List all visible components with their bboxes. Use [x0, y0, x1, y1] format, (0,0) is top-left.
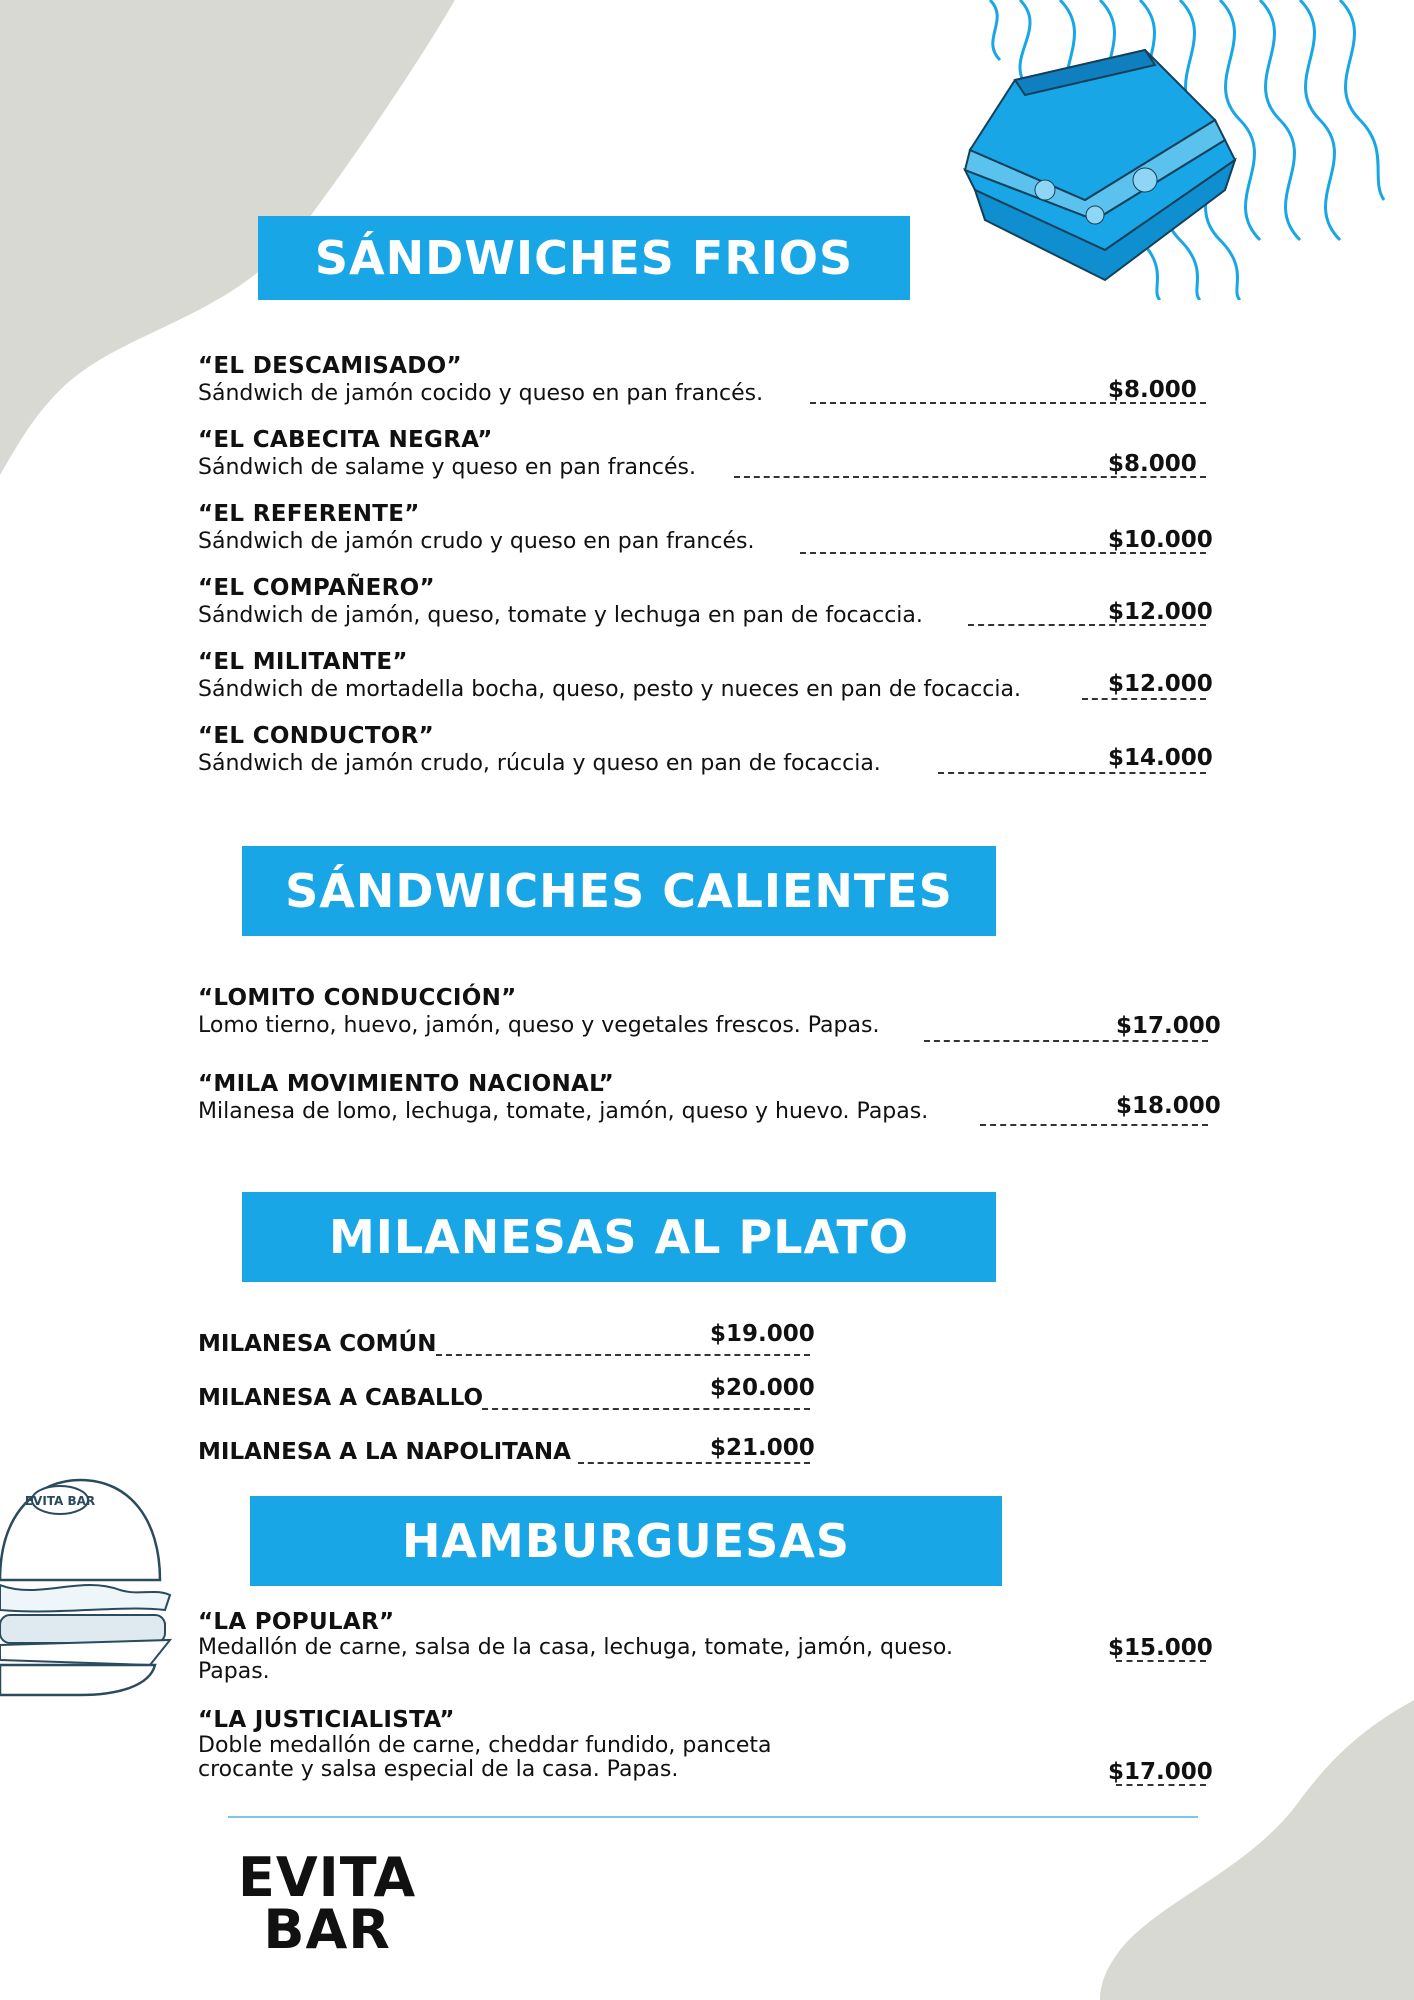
item-price: $19.000: [710, 1321, 815, 1347]
section-title: SÁNDWICHES FRIOS: [314, 231, 854, 285]
item-description: Medallón de carne, salsa de la casa, lechuga, tomate, jamón, queso. Papas.: [198, 1635, 953, 1684]
item-description: Sándwich de jamón crudo y queso en pan francés.: [198, 529, 755, 554]
section-title: MILANESAS AL PLATO: [328, 1210, 910, 1264]
menu-item: [198, 1706, 918, 1782]
item-description: Sándwich de jamón cocido y queso en pan francés.: [198, 381, 764, 406]
menu-item: [198, 1608, 1028, 1684]
item-price: $12.000: [1108, 599, 1213, 625]
menu-item: [198, 574, 923, 630]
item-description: Doble medallón de carne, cheddar fundido, panceta crocante y salsa especial de la casa. Papas.: [198, 1733, 772, 1782]
menu-item: [198, 500, 754, 556]
price-leader: [482, 1408, 810, 1410]
item-description: Lomo tierno, huevo, jamón, queso y vegetales frescos. Papas.: [198, 1013, 880, 1038]
item-name: “EL REFERENTE”: [198, 501, 420, 527]
item-description: Sándwich de jamón crudo, rúcula y queso en pan de focaccia.: [198, 751, 881, 776]
price-leader: [436, 1354, 810, 1356]
item-name: “EL COMPAÑERO”: [198, 575, 435, 601]
item-price: $15.000: [1108, 1635, 1213, 1661]
item-description: Sándwich de jamón, queso, tomate y lechuga en pan de focaccia.: [198, 603, 923, 628]
item-price: $8.000: [1108, 451, 1197, 477]
item-description: Sándwich de salame y queso en pan francés.: [198, 455, 697, 480]
section-banner-sandwiches-calientes: [242, 846, 996, 936]
item-name: “MILA MOVIMIENTO NACIONAL”: [198, 1071, 615, 1097]
price-leader: [578, 1462, 810, 1464]
item-name: “EL CONDUCTOR”: [198, 723, 435, 749]
item-name: “LA POPULAR”: [198, 1609, 395, 1635]
section-title: HAMBURGUESAS: [401, 1514, 851, 1568]
item-name: “EL CABECITA NEGRA”: [198, 427, 493, 453]
item-price: $17.000: [1116, 1013, 1221, 1039]
logo-line-1: EVITA: [238, 1846, 417, 1909]
item-name: “EL DESCAMISADO”: [198, 353, 462, 379]
section-banner-milanesas: [242, 1192, 996, 1282]
item-price: $20.000: [710, 1375, 815, 1401]
item-price: $8.000: [1108, 377, 1197, 403]
burger-illustration-icon: [0, 1470, 180, 1700]
item-name: “EL MILITANTE”: [198, 649, 408, 675]
menu-item: [198, 352, 763, 408]
menu-item: [198, 984, 879, 1040]
price-leader: [924, 1040, 1208, 1042]
item-name: “LOMITO CONDUCCIÓN”: [198, 985, 517, 1011]
menu-item: [198, 722, 881, 778]
price-leader: [980, 1124, 1208, 1126]
item-price: $18.000: [1116, 1093, 1221, 1119]
item-price: $14.000: [1108, 745, 1213, 771]
footer-divider: [228, 1816, 1198, 1818]
section-title: SÁNDWICHES CALIENTES: [285, 864, 953, 918]
menu-item: MILANESA COMÚN: [198, 1331, 437, 1357]
burger-stamp-text: EVITA BAR: [24, 1494, 96, 1508]
item-description: Milanesa de lomo, lechuga, tomate, jamón, queso y huevo. Papas.: [198, 1099, 929, 1124]
price-leader: [938, 772, 1206, 774]
item-description: Sándwich de mortadella bocha, queso, pesto y nueces en pan de focaccia.: [198, 677, 1021, 702]
logo-line-2: BAR: [263, 1898, 391, 1961]
menu-item: [198, 426, 696, 482]
evita-bar-logo: [238, 1846, 417, 1961]
menu-item: MILANESA A CABALLO: [198, 1385, 484, 1411]
item-price: $21.000: [710, 1435, 815, 1461]
section-banner-hamburguesas: [250, 1496, 1002, 1586]
price-leader: [1082, 698, 1206, 700]
menu-item: [198, 1070, 928, 1126]
menu-item: MILANESA A LA NAPOLITANA: [198, 1439, 571, 1465]
section-banner-sandwiches-frios: [258, 216, 910, 300]
item-price: $17.000: [1108, 1759, 1213, 1785]
sandwich-illustration-icon: [945, 40, 1245, 300]
item-name: “LA JUSTICIALISTA”: [198, 1707, 455, 1733]
bottom-right-blob: [1100, 1700, 1414, 2000]
item-price: $12.000: [1108, 671, 1213, 697]
item-price: $10.000: [1108, 527, 1213, 553]
menu-item: [198, 648, 1021, 704]
